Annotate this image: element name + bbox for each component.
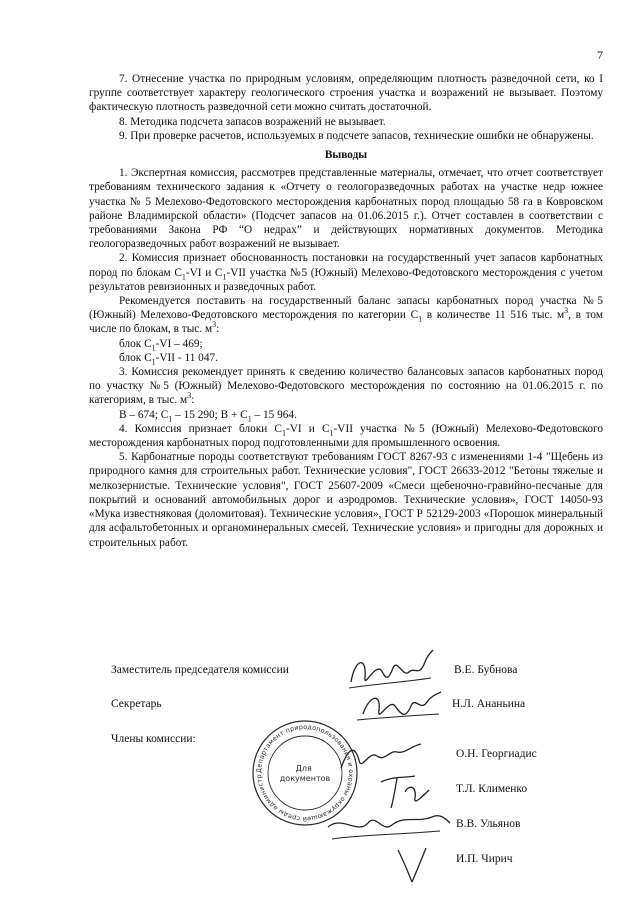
block-line-1: блок $C_1-VI - 469$; — [119, 337, 203, 352]
member-name-1: О.Н. Георгиадис — [456, 748, 537, 760]
recommendation-paragraph: Рекомендуется поставить на государственный баланс запасы карбонатных пород участка №5 (Южный) Мелехово-Федотовского месторождения по категории $C_1$ в количестве 11 516 тыс. $м^3$, в том числе по блокам, в тыс. $м^3$: — [89, 295, 603, 336]
paragraph-7: 7. Отнесение участка по природным условиям, определяющим плотность разведочной сети, ко I группе соответствует характеру геологического строения участка и возражений не вызывает. Поэтому фактическую плотность разведочной сети можно считать достаточной. — [89, 73, 603, 114]
conclusion-1: 1. Экспертная комиссия, рассмотрев представленные материалы, отмечает, что отчет соответствует требованиям технического задания к «Отчету о геологоразведочных работах на участке недр южнее участка № 5 Мелехово-Федотовского месторождения карбонатных пород площадью 58 га в Ковровском районе Владимирской области» (Подсчет запасов на 01.06.2015 г.). Отчет составлен в соответствии с требованиями Закона РФ “О недрах” и действующих нормативных документов. Методика геологоразведочных работ возражений не вызывает. — [89, 167, 603, 251]
deputy-chair-label: Заместитель председателя комиссии — [111, 664, 289, 676]
secretary-label: Секретарь — [111, 698, 162, 710]
member-name-2: Т.Л. Клименко — [456, 783, 528, 795]
members-label: Члены комиссии: — [111, 733, 196, 745]
signature-member-4 — [392, 842, 432, 887]
svg-text:Департамент природопользования: Департамент природопользования и охраны окружающей среды администрации Владимирской области — [247, 712, 356, 824]
member-name-4: И.П. Чирич — [456, 853, 513, 865]
member-name-3: В.В. Ульянов — [456, 818, 521, 830]
paragraph-9: 9. При проверке расчетов, используемых в подсчете запасов, технические ошибки не обнаружены. — [119, 129, 594, 142]
signature-secretary — [355, 684, 445, 734]
svg-text:Для документов: Для документов — [279, 764, 331, 783]
block-line-2: блок $C_1$-VII - 11 047. — [119, 351, 218, 367]
signature-member-3 — [322, 805, 452, 855]
conclusion-4: 4. Комиссия признает блоки $C_1-VI$ и $C_1$-VII участка №5 (Южный) Мелехово-Федотовского месторождения карбонатных пород подготовленными для промышленного освоения. — [89, 422, 603, 450]
conclusion-3: 3. Комиссия рекомендует принять к сведению количество балансовых запасов карбонатных пород по участку №5 (Южный) Мелехово-Федотовского месторождения по состоянию на 01.06.2015 г. по категориям, в тыс. $м^3$: — [89, 366, 603, 407]
deputy-chair-name: В.Е. Бубнова — [454, 664, 518, 676]
secretary-name: Н.Л. Ананьина — [452, 698, 526, 710]
conclusion-5: 5. Карбонатные породы соответствуют требованиям ГОСТ 8267-93 с изменениями 1-4 "Щебень из природного камня для строительных работ. Технические условия", ГОСТ 26633-2012 "Бетоны тяжелые и мелкозернистые. Технические условия", ГОСТ 25607-2009 «Смеси щебеночно-гравийно-песчаные для покрытий и оснований автомобильных дорог и аэродромов. Технические условия», ГОСТ 14050-93 «Мука известняковая (доломитовая). Технические условия», ГОСТ Р 52129-2003 «Порошок минеральный для асфальтобетонных и органоминеральных смесей. Технические условия» и пригодны для дорожных и строительных работ. — [89, 451, 603, 549]
conclusion-2: 2. Комиссия признает обоснованность постановки на государственный учет запасов карбонатных пород по блокам $C_1-VI$ и $C_1$-VII участка №5 (Южный) Мелехово-Федотовского месторождения с учетом результатов ревизионных и разведочных работ. — [89, 252, 603, 293]
category-totals-line: B – 674; $C_1 - 15$ 290; $B + C_1 - 15$ 964. — [119, 408, 297, 423]
document-body — [89, 72, 603, 550]
paragraph-8: 8. Методика подсчета запасов возражений не вызывает. — [119, 115, 386, 128]
page-number: 7 — [597, 48, 603, 62]
section-heading: Выводы — [324, 149, 368, 162]
